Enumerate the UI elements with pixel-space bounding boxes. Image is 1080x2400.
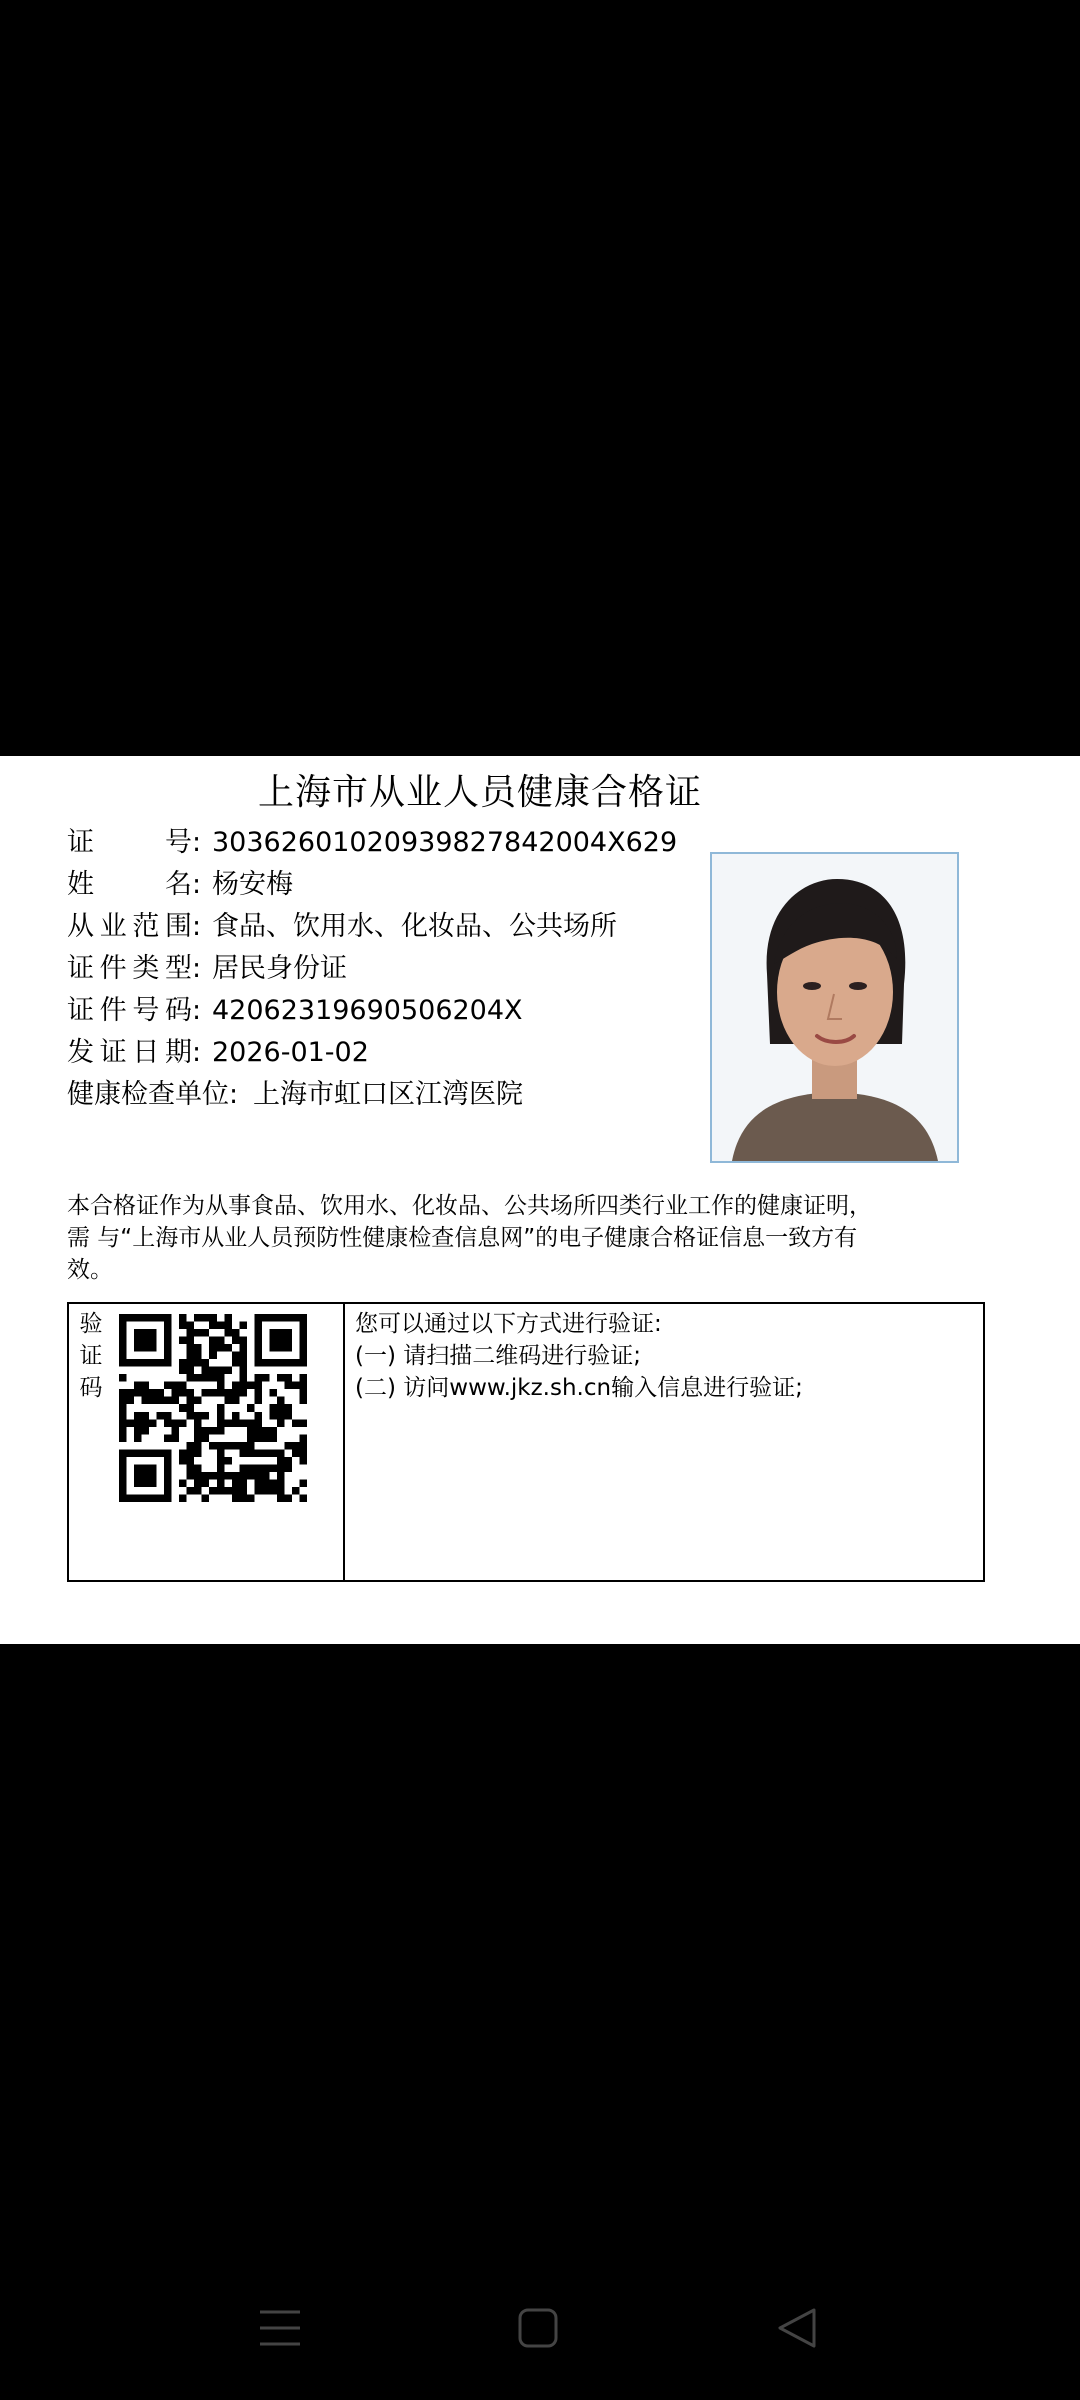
field-label: 证件类型 (67, 953, 192, 984)
field-label: 姓 名 (67, 869, 192, 900)
field-row-name: 姓 名: 杨安梅 (67, 864, 677, 906)
field-row-id-type: 证件类型: 居民身份证 (67, 948, 677, 990)
verification-code-label: 验 证 码 (79, 1311, 103, 1401)
certificate-notice (67, 1190, 967, 1286)
back-triangle-icon[interactable] (766, 2298, 826, 2358)
name-value: 杨安梅 (212, 869, 293, 900)
notice-line-1: 本合格证作为从事食品、饮用水、化妆品、公共场所四类行业工作的健康证明， (67, 1193, 872, 1219)
verify-line-2: (一) 请扫描二维码进行验证; (355, 1343, 642, 1369)
verification-box (67, 1302, 985, 1582)
field-row-id-number: 证件号码: 42062319690506204X (67, 990, 677, 1032)
notice-line-2: 需 与“上海市从业人员预防性健康检查信息网”的电子健康合格证信息一致方有 (67, 1225, 858, 1251)
exam-unit-value: 上海市虹口区江湾医院 (253, 1079, 523, 1110)
menu-icon[interactable] (250, 2298, 310, 2358)
field-row-scope: 从业范围: 食品、饮用水、化妆品、公共场所 (67, 906, 677, 948)
verification-instructions (355, 1308, 803, 1404)
certificate-title: 上海市从业人员健康合格证 (257, 772, 702, 813)
field-label: 健康检查单位 (67, 1079, 229, 1110)
id-photo (710, 852, 959, 1163)
verify-line-3: (二) 访问www.jkz.sh.cn输入信息进行验证; (355, 1375, 803, 1401)
field-row-exam-unit: 健康检查单位: 上海市虹口区江湾医院 (67, 1074, 677, 1116)
notice-line-3: 效。 (67, 1257, 113, 1283)
id-type-value: 居民身份证 (212, 953, 347, 984)
verification-code-cell (69, 1304, 345, 1580)
cert-number-value: 30362601020939827842004X629 (212, 827, 678, 858)
id-number-value: 42062319690506204X (212, 995, 523, 1026)
field-label: 证 号 (67, 827, 192, 858)
field-row-cert-number: 证 号: 30362601020939827842004X629 (67, 822, 677, 864)
certificate-info (67, 822, 677, 1116)
issue-date-value: 2026-01-02 (212, 1037, 369, 1068)
certificate-document (0, 756, 1080, 1644)
home-square-icon[interactable] (508, 2298, 568, 2358)
field-label: 证件号码 (67, 995, 192, 1026)
qr-code[interactable] (119, 1314, 307, 1502)
field-label: 发证日期 (67, 1037, 192, 1068)
system-navigation-bar (0, 2270, 1080, 2380)
verify-line-1: 您可以通过以下方式进行验证: (355, 1311, 662, 1337)
scope-value: 食品、饮用水、化妆品、公共场所 (212, 911, 617, 942)
field-label: 从业范围 (67, 911, 192, 942)
field-row-issue-date: 发证日期: 2026-01-02 (67, 1032, 677, 1074)
